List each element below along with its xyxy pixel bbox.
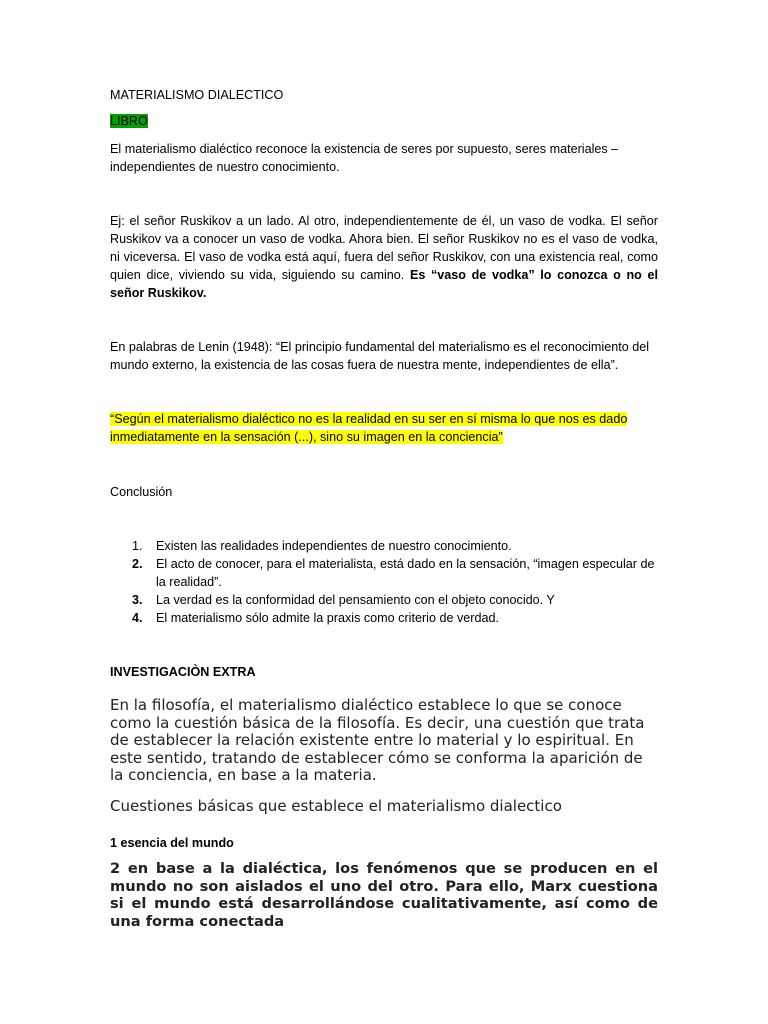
document-title: MATERIALISMO DIALECTICO bbox=[110, 88, 284, 102]
list-item-text: El acto de conocer, para el materialista, está dado en la sensación, “imagen especular de la realidad”. bbox=[156, 557, 655, 589]
list-item-number: 4. bbox=[132, 611, 143, 625]
example-text: Ej: el señor Ruskikov a un lado. Al otro, independientemente de él, un vaso de vodka. El señor Ruskikov va a conocer un vaso de vodka. Ahora bien. El señor Ruskikov no es el vaso de vodka, ni viceversa. El vaso de vodka está aquí, fuera del señor Ruskikov, con una existencia real, como quien dice, viviendo su vida, siguiendo su camino. bbox=[110, 214, 658, 282]
point-two: 2 en base a la dialéctica, los fenómenos que se producen en el mundo no son aislados el uno del otro. Para ello, Marx cuestiona si el mundo está desarrollándose cualitativamente, así como de una forma conectada bbox=[110, 860, 658, 930]
lenin-quote-paragraph: En palabras de Lenin (1948): “El principio fundamental del materialismo es el reconocimiento del mundo externo, la existencia de las cosas fuera de nuestra mente, independientes de ella”. bbox=[110, 340, 650, 372]
list-item-number: 3. bbox=[132, 593, 143, 607]
libro-label: LIBRO bbox=[110, 114, 148, 128]
point-one: 1 esencia del mundo bbox=[110, 836, 234, 850]
list-item bbox=[110, 537, 658, 555]
conclusion-heading: Conclusión bbox=[110, 485, 173, 499]
list-item bbox=[110, 609, 658, 627]
list-item bbox=[110, 555, 658, 591]
basic-questions-heading: Cuestiones básicas que establece el materialismo dialectico bbox=[110, 797, 562, 815]
list-item-number: 2. bbox=[132, 557, 143, 571]
list-item-text: La verdad es la conformidad del pensamiento con el objeto conocido. Y bbox=[156, 593, 555, 607]
list-item-number: 1. bbox=[132, 539, 143, 553]
list-item bbox=[110, 591, 658, 609]
intro-paragraph: El materialismo dialéctico reconoce la existencia de seres por supuesto, seres materiales – independientes de nuestro conocimiento. bbox=[110, 142, 619, 174]
highlighted-quote-paragraph bbox=[110, 410, 658, 446]
extra-paragraph: En la filosofía, el materialismo dialéctico establece lo que se conoce como la cuestión básica de la filosofía. Es decir, una cuestión que trata de establecer la relación existente entre lo material y lo espiritual. En este sentido, tratando de establecer cómo se conforma la aparición de la conciencia, en base a la materia. bbox=[110, 696, 645, 784]
highlighted-quote: “Según el materialismo dialéctico no es la realidad en su ser en sí misma lo que nos es dado inmediatamente en la sensación (...), sino su imagen en la conciencia” bbox=[110, 412, 628, 444]
list-item-text: Existen las realidades independientes de nuestro conocimiento. bbox=[156, 539, 512, 553]
extra-heading: INVESTIGACIÒN EXTRA bbox=[110, 665, 256, 679]
libro-label-line bbox=[110, 112, 658, 130]
example-bold-text: Es “vaso de vodka” lo conozca o no el señor Ruskikov. bbox=[110, 268, 658, 300]
list-item-text: El materialismo sólo admite la praxis como criterio de verdad. bbox=[156, 611, 499, 625]
conclusion-list bbox=[110, 537, 658, 627]
example-paragraph bbox=[110, 212, 658, 302]
